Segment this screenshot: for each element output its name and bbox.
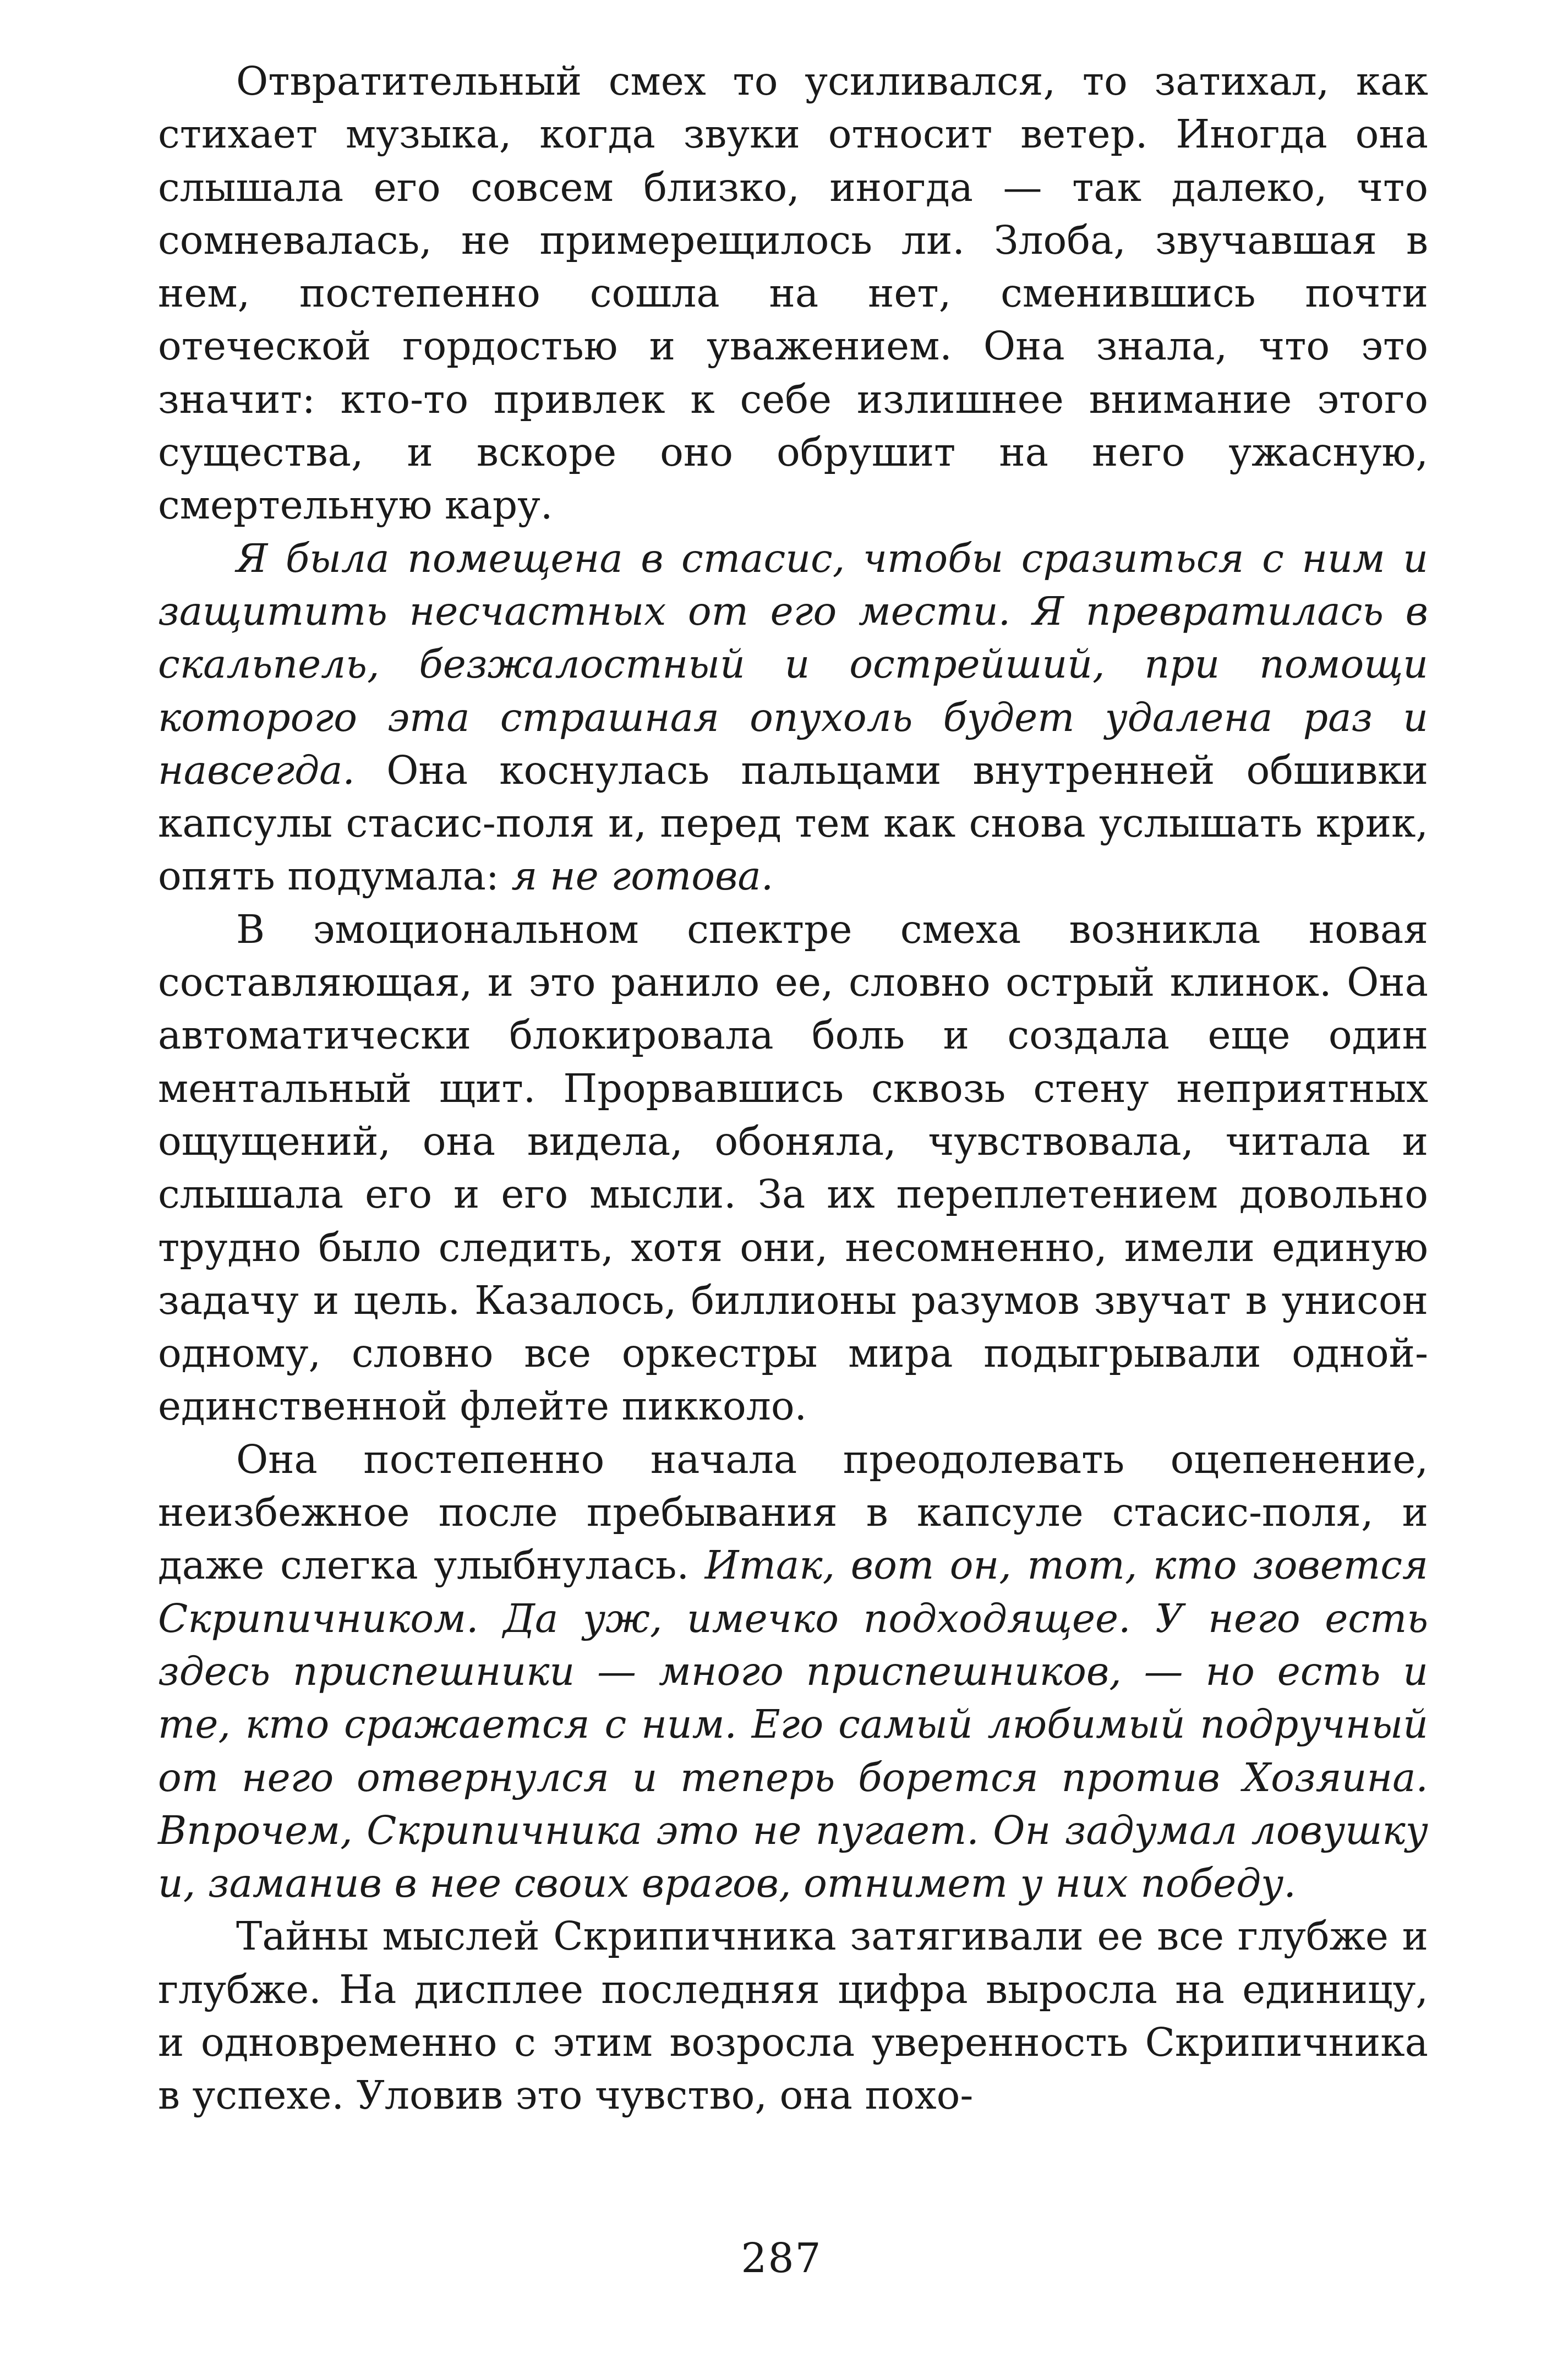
paragraph-4 [158, 1433, 1428, 1910]
paragraph-1 [158, 55, 1428, 532]
paragraph-3 [158, 903, 1428, 1433]
paragraph-4-italic-thought: Итак, вот он, тот, кто зовется Скрипичником. Да уж, имечко подходящее. У него есть здесь приспешники — много приспешников, — но есть и те, кто сражается с ним. Его самый любимый подручный от него отвернулся и теперь борется против Хозяина. Впрочем, Скрипичника это не пугает. Он задумал ловушку и, заманив в нее своих врагов, отнимет у них победу. [158, 1542, 1428, 1907]
page-body-text [158, 55, 1428, 2122]
paragraph-2 [158, 532, 1428, 903]
paragraph-2-italic-thought: Я была помещена в стасис, чтобы сразиться с ним и защитить несчастных от его мести. Я превратилась в скальпель, безжалостный и острейший, при помощи которого эта страшная опухоль будет удалена раз и навсегда. [158, 535, 1428, 793]
paragraph-1-text: Отвратительный смех то усиливался, то затихал, как стихает музыка, когда звуки относит ветер. Иногда она слышала его совсем близко, иногда — так далеко, что сомневалась, не примерещилось ли. Злоба, звучавшая в нем, постепенно сошла на нет, сменившись почти отеческой гордостью и уважением. Она знала, что это значит: кто-то привлек к себе излишнее внимание этого существа, и вскоре оно обрушит на него ужасную, смертельную кару. [158, 58, 1428, 528]
paragraph-5-text: Тайны мыслей Скрипичника затягивали ее все глубже и глубже. На дисплее последняя цифра выросла на единицу, и одновременно с этим возросла уверенность Скрипичника в успехе. Уловив это чувство, она похо- [158, 1913, 1428, 2119]
paragraph-5 [158, 1910, 1428, 2122]
paragraph-4-text: Она постепенно начала преодолевать оцепенение, неизбежное после пребывания в капсуле стасис-поля, и даже слегка улыбнулась. [158, 1436, 1428, 1589]
paragraph-3-text: В эмоциональном спектре смеха возникла новая составляющая, и это ранило ее, словно острый клинок. Она автоматически блокировала боль и создала еще один ментальный щит. Прорвавшись сквозь стену неприятных ощущений, она видела, обоняла, чувствовала, читала и слышала его и его мысли. За их переплетением довольно трудно было следить, хотя они, несомненно, имели единую задачу и цель. Казалось, биллионы разумов звучат в унисон одному, словно все оркестры мира подыгрывали одной-единственной флейте пикколо. [158, 906, 1428, 1429]
paragraph-2-italic-ending: я не готова. [511, 853, 774, 899]
page-number: 287 [741, 2235, 822, 2282]
paragraph-2-text: Она коснулась пальцами внутренней обшивки капсулы стасис-поля и, перед тем как снова услышать крик, опять подумала: [158, 747, 1428, 899]
